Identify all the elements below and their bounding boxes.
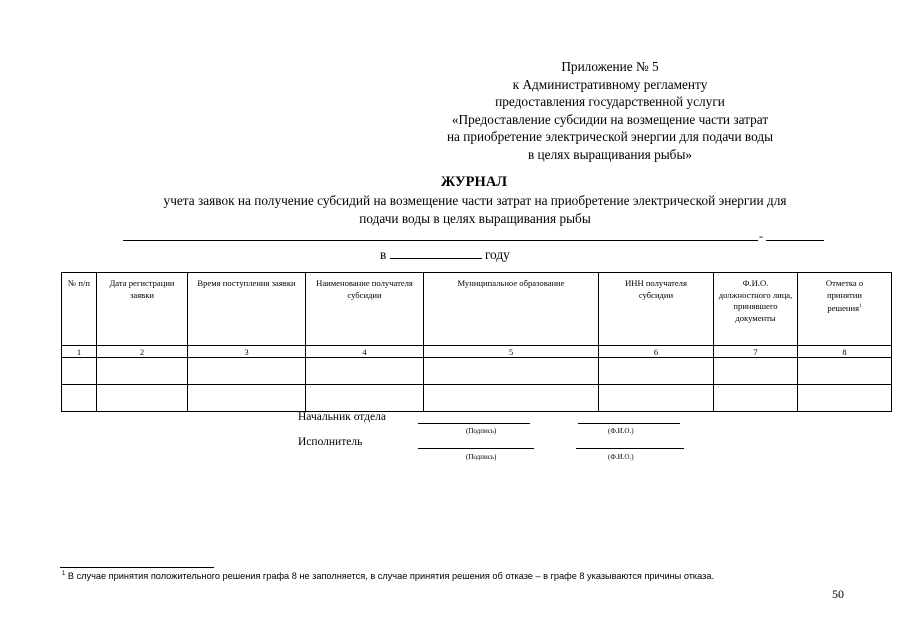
year-blank-short bbox=[454, 248, 482, 259]
executor-name-caption: (Ф.И.О.) bbox=[608, 453, 634, 461]
col-header-registration-date: Дата регистрации заявки bbox=[97, 273, 188, 346]
table-cell bbox=[188, 358, 306, 385]
page-number: 50 bbox=[832, 587, 844, 601]
col-header-decision-mark bbox=[798, 273, 892, 346]
col-header-recipient-name: Наименование получателя субсидии bbox=[306, 273, 424, 346]
head-signature-caption: (Подпись) bbox=[466, 427, 497, 435]
col-header-inn: ИНН получателя субсидии bbox=[599, 273, 714, 346]
column-number: 6 bbox=[599, 346, 714, 358]
table-cell bbox=[62, 385, 97, 412]
column-number: 2 bbox=[97, 346, 188, 358]
appendix-line: предоставления государственной услуги bbox=[495, 94, 725, 109]
executor-label: Исполнитель bbox=[298, 436, 363, 448]
column-number: 5 bbox=[424, 346, 599, 358]
col-header-number: № п/п bbox=[62, 273, 97, 346]
table-cell bbox=[424, 385, 599, 412]
table-cell bbox=[97, 358, 188, 385]
column-number: 4 bbox=[306, 346, 424, 358]
head-name-line bbox=[578, 423, 680, 424]
column-number: 1 bbox=[62, 346, 97, 358]
footnote-ref: 1 bbox=[859, 304, 862, 309]
footnote bbox=[62, 571, 862, 581]
footnote-separator bbox=[60, 567, 214, 568]
table-cell bbox=[798, 385, 892, 412]
table-cell bbox=[714, 385, 798, 412]
journal-table bbox=[61, 272, 892, 412]
col-header-receipt-time: Время поступления заявки bbox=[188, 273, 306, 346]
table-header-row bbox=[62, 273, 892, 346]
appendix-line: к Административному регламенту bbox=[512, 76, 708, 92]
col-header-decision-text: Отметка о принятии решения bbox=[825, 278, 864, 313]
appendix-header bbox=[410, 58, 810, 163]
organization-dash: - bbox=[759, 229, 763, 243]
column-number: 8 bbox=[798, 346, 892, 358]
executor-signature-caption: (Подпись) bbox=[466, 453, 497, 461]
journal-subtitle-line: учета заявок на получение субсидий на возмещение части затрат на приобретение электрической энергии для bbox=[163, 193, 787, 208]
year-prefix: в bbox=[380, 247, 387, 262]
table-cell bbox=[97, 385, 188, 412]
organization-blank-line bbox=[123, 240, 758, 241]
table-cell bbox=[306, 358, 424, 385]
appendix-line: в целях выращивания рыбы» bbox=[527, 146, 693, 162]
table-cell bbox=[599, 385, 714, 412]
col-header-official-name: Ф.И.О. должностного лица, принявшего документы bbox=[714, 273, 798, 346]
appendix-line: «Предоставление субсидии на возмещение части затрат bbox=[451, 111, 769, 127]
year-blank-long bbox=[390, 248, 454, 259]
year-suffix: году bbox=[484, 247, 510, 262]
journal-subtitle-line: подачи воды в целях выращивания рыбы bbox=[359, 210, 591, 226]
journal-subtitle bbox=[110, 192, 840, 227]
head-of-department-label: Начальник отдела bbox=[298, 411, 386, 423]
executor-signature-line bbox=[418, 448, 534, 449]
table-cell bbox=[714, 358, 798, 385]
head-name-caption: (Ф.И.О.) bbox=[608, 427, 634, 435]
table-cell bbox=[798, 358, 892, 385]
head-signature-line bbox=[418, 423, 530, 424]
executor-name-line bbox=[576, 448, 684, 449]
col-header-municipality: Муниципальное образование bbox=[424, 273, 599, 346]
footnote-text: В случае принятия положительного решения графа 8 не заполняется, в случае принятия решения об отказе – в графе 8 указываются причины отказа. bbox=[65, 571, 715, 582]
footnote-marker: 1 bbox=[62, 571, 66, 577]
appendix-line: Приложение № 5 bbox=[561, 59, 659, 74]
column-numbers-row bbox=[62, 346, 892, 358]
table-cell bbox=[188, 385, 306, 412]
column-number: 3 bbox=[188, 346, 306, 358]
appendix-line: на приобретение электрической энергии для подачи воды bbox=[446, 129, 774, 144]
table-row bbox=[62, 385, 892, 412]
year-line bbox=[380, 247, 510, 263]
table-cell bbox=[599, 358, 714, 385]
table-cell bbox=[306, 385, 424, 412]
table-cell bbox=[62, 358, 97, 385]
table-row bbox=[62, 358, 892, 385]
journal-title: ЖУРНАЛ bbox=[440, 174, 508, 190]
organization-blank-line-short bbox=[766, 240, 824, 241]
column-number: 7 bbox=[714, 346, 798, 358]
table-cell bbox=[424, 358, 599, 385]
